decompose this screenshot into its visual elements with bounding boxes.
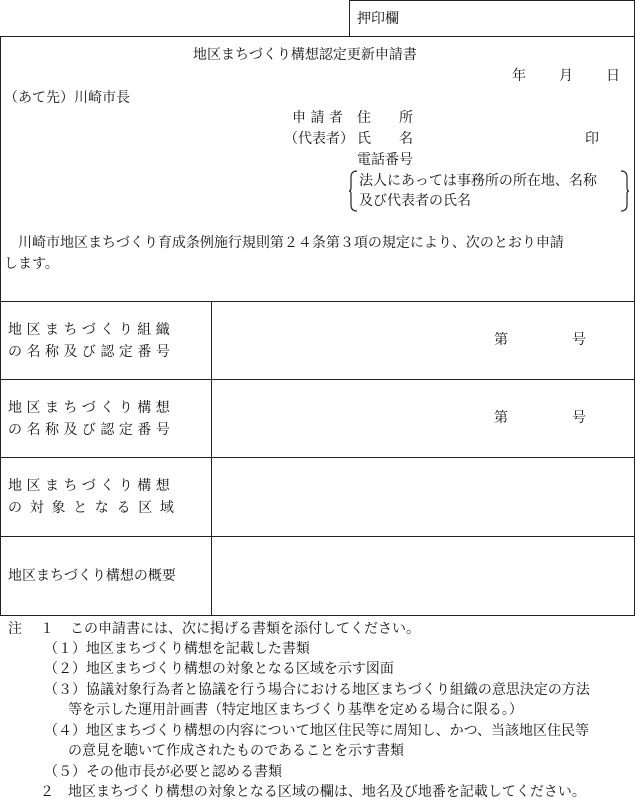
note-item-3: （３）協議対象行為者と協議を行う場合における地区まちづくり組織の意思決定の方法: [44, 682, 590, 698]
seal-box-label: 押印欄: [357, 11, 399, 27]
row-divider-2: [0, 457, 635, 458]
row2-go: 号: [572, 410, 586, 426]
note-item-2: （２）地区まちづくり構想の対象となる区域を示す図面: [44, 661, 394, 677]
note-item-5: （５）その他市長が必要と認める書類: [44, 764, 282, 780]
date-month: 月: [559, 68, 573, 84]
row1-dai: 第: [494, 332, 508, 348]
date-day: 日: [606, 68, 620, 84]
note1-number: １: [40, 621, 54, 637]
row-divider-3: [0, 536, 635, 537]
row2-label-line2: の名称及び認定番号: [8, 422, 175, 438]
date-year: 年: [512, 68, 526, 84]
corp-note-bracket-left: [348, 170, 358, 212]
row2-dai: 第: [494, 410, 508, 426]
note-item-4: （４）地区まちづくり構想の内容について地区住民等に周知し、かつ、当該地区住民等: [44, 723, 590, 739]
name-label: 氏 名: [357, 131, 413, 147]
statement-line1: 川崎市地区まちづくり育成条例施行規則第２４条第３項の規定により、次のとおり申請: [4, 235, 564, 251]
note2-number: ２: [40, 784, 54, 800]
row1-go: 号: [572, 332, 586, 348]
row2-label-line1: 地区まちづくり構想: [8, 400, 175, 416]
note2-text: 地区まちづくり構想の対象となる区域の欄は、地名及び地番を記載してください。: [68, 784, 586, 800]
row1-label-line1: 地区まちづくり組織: [8, 322, 175, 338]
note-item-4-cont: の意見を聴いて作成されたものであることを示す書類: [68, 743, 404, 759]
form-title: 地区まちづくり構想認定更新申請書: [193, 47, 417, 63]
phone-label: 電話番号: [357, 152, 413, 168]
addressee: （あて先）川崎市長: [4, 90, 130, 106]
notes-prefix: 注: [8, 621, 22, 637]
row3-label-line2: の対象となる区域: [8, 500, 182, 516]
row1-label-line2: の名称及び認定番号: [8, 344, 175, 360]
applicant-role: 申 請 者: [292, 110, 343, 126]
table-top-border: [0, 301, 635, 302]
row-divider-1: [0, 379, 635, 380]
column-divider: [211, 301, 212, 616]
corp-note-bracket-right: [620, 170, 630, 212]
note1-text: この申請書には、次に掲げる書類を添付してください。: [70, 621, 420, 637]
statement-line2: します。: [4, 256, 59, 272]
corp-note-line1: 法人にあっては事務所の所在地、名称: [359, 173, 597, 189]
corp-note-line2: 及び代表者の氏名: [359, 193, 471, 209]
seal-mark: 印: [585, 131, 599, 147]
row4-label: 地区まちづくり構想の概要: [8, 568, 176, 584]
note-item-1: （１）地区まちづくり構想を記載した書類: [44, 641, 310, 657]
note-item-3-cont: 等を示した運用計画書（特定地区まちづくり基準を定める場合に限る。）: [68, 702, 523, 718]
applicant-role-sub: （代表者）: [284, 131, 354, 147]
address-label: 住 所: [357, 110, 413, 126]
row3-label-line1: 地区まちづくり構想: [8, 478, 175, 494]
